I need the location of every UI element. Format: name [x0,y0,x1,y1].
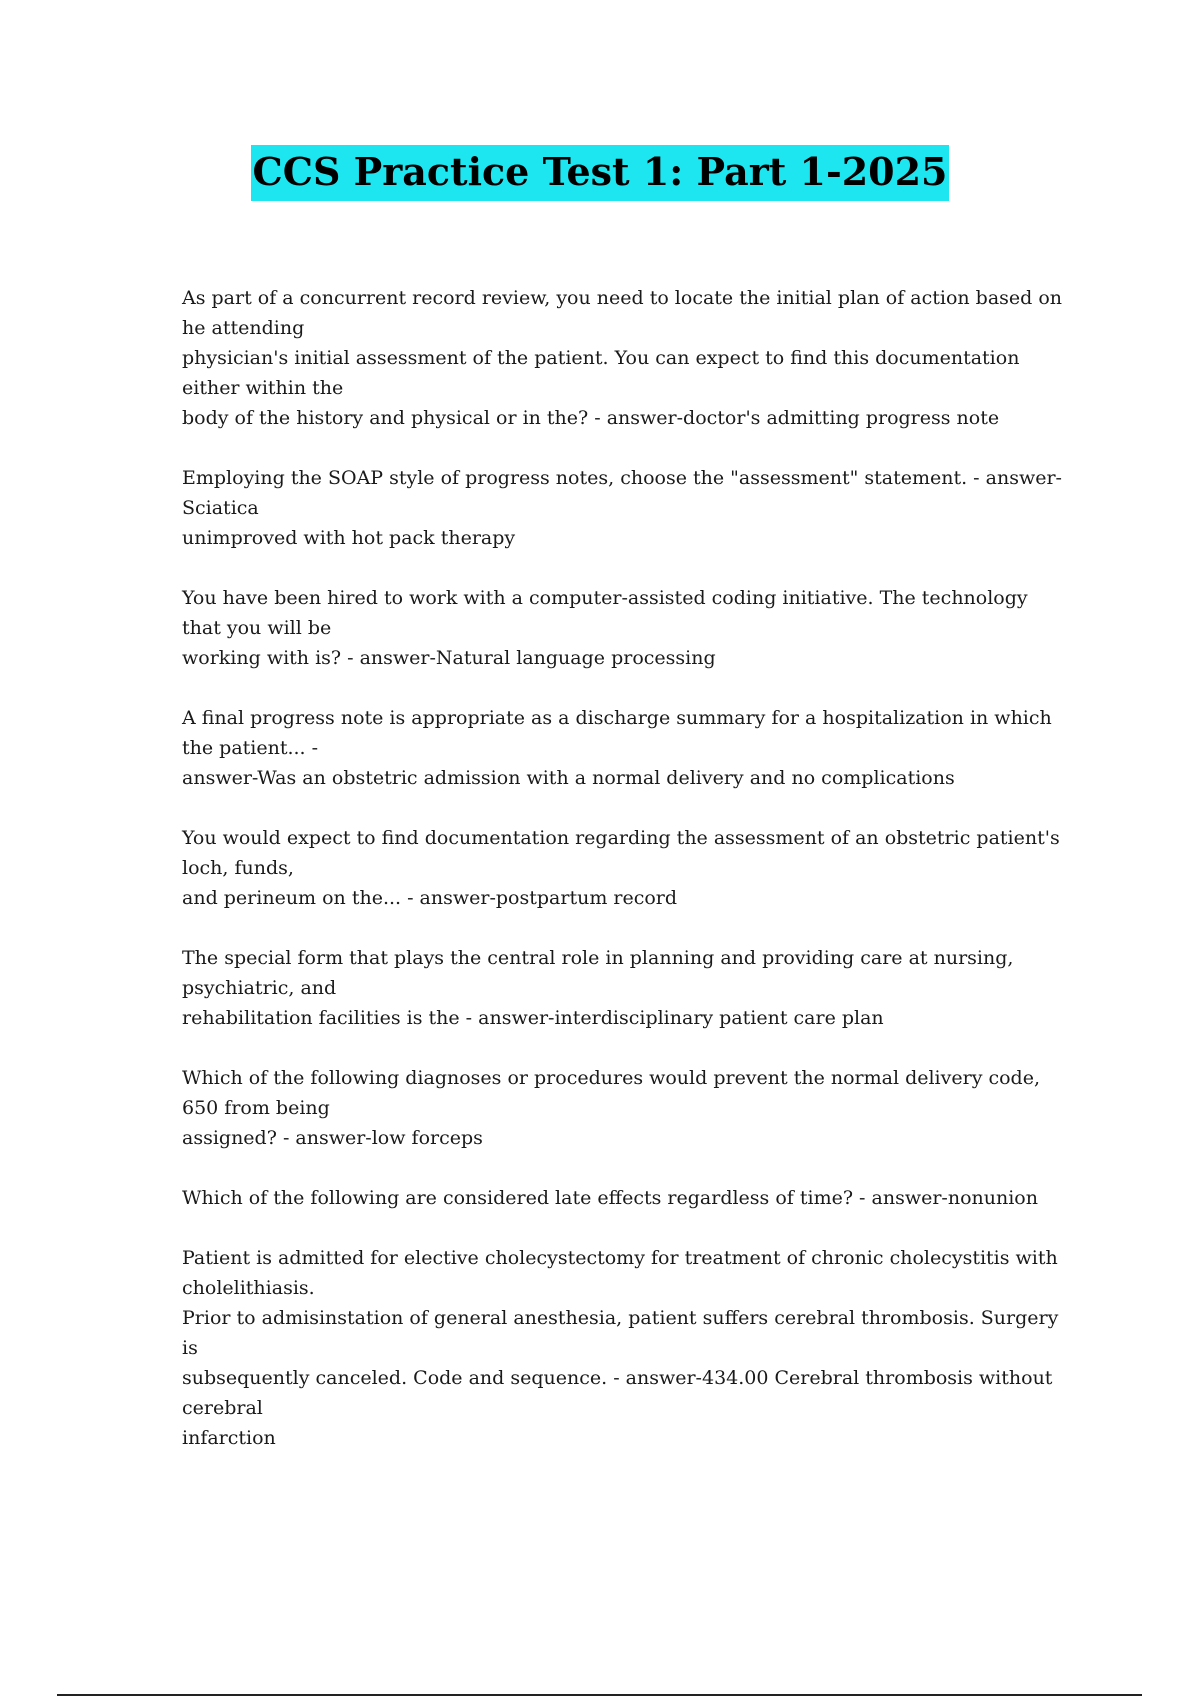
qa-line: cerebral [182,1397,263,1419]
qa-line: rehabilitation facilities is the - answer-interdisciplinary patient care plan [182,1007,884,1029]
qa-line: answer-Was an obstetric admission with a normal delivery and no complications [182,767,955,789]
qa-line: You have been hired to work with a computer-assisted coding initiative. The technology [182,587,1028,609]
qa-line: body of the history and physical or in the? - answer-doctor's admitting progress note [182,407,1000,429]
qa-line: infarction [182,1427,276,1449]
page-bottom-rule [57,1694,1142,1696]
qa-line: subsequently canceled. Code and sequence. - answer-434.00 Cerebral thrombosis without [182,1367,1053,1389]
qa-line: You would expect to find documentation regarding the assessment of an obstetric patient's [182,827,1060,849]
qa-item [182,463,1062,553]
qa-line: loch, funds, [182,857,294,879]
qa-line: Patient is admitted for elective cholecystectomy for treatment of chronic cholecystitis with [182,1247,1058,1269]
qa-line: and perineum on the... - answer-postpartum record [182,887,678,909]
qa-item [182,1063,1042,1153]
qa-line: 650 from being [182,1097,330,1119]
qa-line: Which of the following are considered late effects regardless of time? - answer-nonunion [182,1187,1038,1209]
qa-line: The special form that plays the central role in planning and providing care at nursing, [182,947,1014,969]
qa-line: he attending [182,317,305,339]
qa-line: Which of the following diagnoses or procedures would prevent the normal delivery code, [182,1067,1040,1089]
qa-item [182,703,1052,793]
qa-item [182,583,1042,673]
qa-list [182,283,1063,1483]
qa-line: is [182,1337,198,1359]
qa-item [182,1243,1059,1453]
qa-line: cholelithiasis. [182,1277,315,1299]
qa-line: As part of a concurrent record review, you need to locate the initial plan of action based on [182,287,1063,309]
qa-line: A final progress note is appropriate as a discharge summary for a hospitalization in which [182,707,1052,729]
qa-line: Prior to admisinstation of general anesthesia, patient suffers cerebral thrombosis. Surgery [182,1307,1059,1329]
qa-item [182,943,1042,1033]
qa-item [182,823,1060,913]
qa-item [182,1183,1042,1213]
qa-line: working with is? - answer-Natural language processing [182,647,716,669]
qa-line: psychiatric, and [182,977,337,999]
qa-line: the patient... - [182,737,319,759]
qa-line: physician's initial assessment of the patient. You can expect to find this documentation [182,347,1020,369]
qa-item [182,283,1063,433]
qa-line: Sciatica [182,497,259,519]
page-title: CCS Practice Test 1: Part 1-2025 [251,145,950,201]
title-wrap [0,145,1200,201]
qa-line: Employing the SOAP style of progress notes, choose the "assessment" statement. - answer- [182,467,1062,489]
qa-line: either within the [182,377,344,399]
qa-line: assigned? - answer-low forceps [182,1127,483,1149]
qa-line: that you will be [182,617,332,639]
qa-line: unimproved with hot pack therapy [182,527,516,549]
